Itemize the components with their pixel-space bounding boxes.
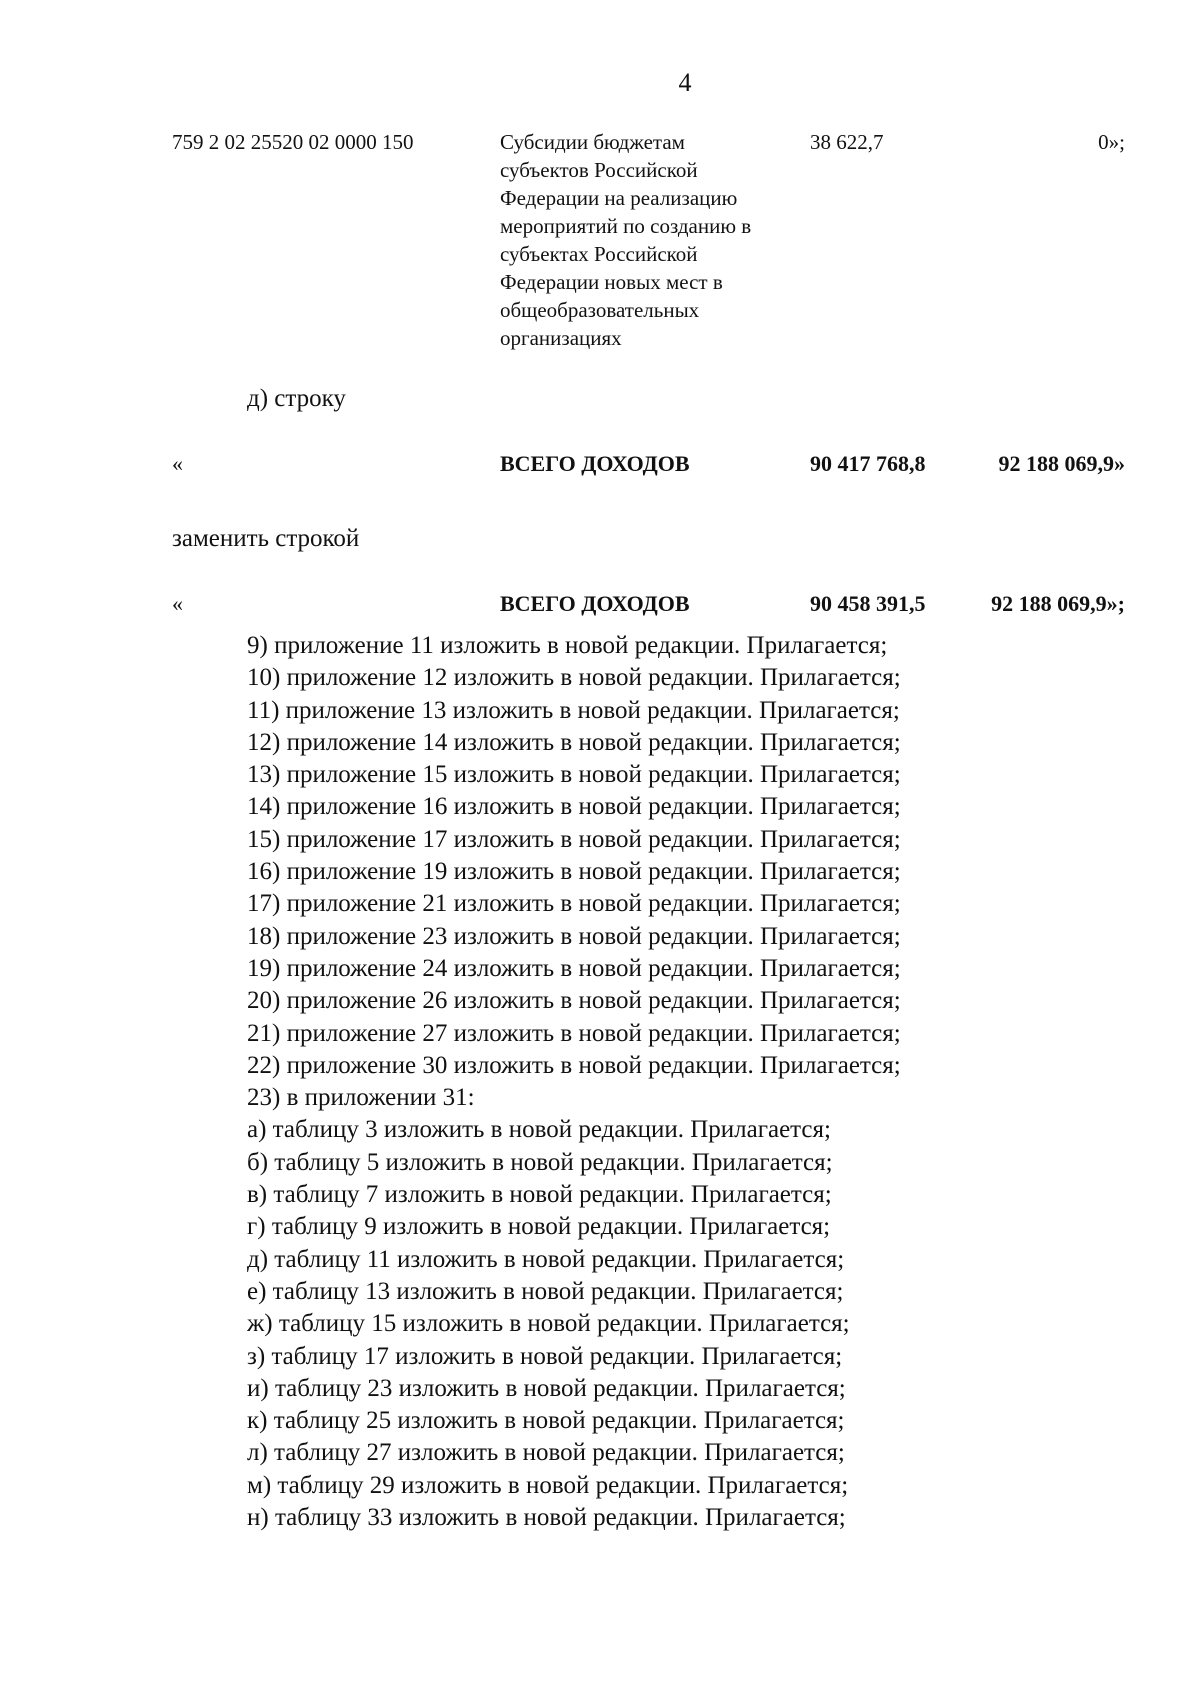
amendment-item: в) таблицу 7 изложить в новой редакции. Прилагается; bbox=[247, 1181, 832, 1209]
amendment-item: к) таблицу 25 изложить в новой редакции. Прилагается; bbox=[247, 1407, 845, 1435]
amendment-item: 9) приложение 11 изложить в новой редакции. Прилагается; bbox=[247, 632, 888, 659]
total-title: ВСЕГО ДОХОДОВ bbox=[500, 451, 690, 476]
amendment-item: м) таблицу 29 изложить в новой редакции. Прилагается; bbox=[247, 1471, 849, 1499]
amendment-item: н) таблицу 33 изложить в новой редакции. Прилагается; bbox=[247, 1504, 846, 1532]
total-value-second-year: 92 188 069,9»; bbox=[991, 591, 1125, 616]
amendment-item: 14) приложение 16 изложить в новой редакции. Прилагается; bbox=[247, 793, 901, 821]
amendment-item: 12) приложение 14 изложить в новой редакции. Прилагается; bbox=[247, 728, 901, 756]
amendment-item: 17) приложение 21 изложить в новой редакции. Прилагается; bbox=[247, 890, 901, 918]
amendment-item: 19) приложение 24 изложить в новой редакции. Прилагается; bbox=[247, 954, 901, 982]
open-quote: « bbox=[172, 591, 183, 616]
amendment-item: 16) приложение 19 изложить в новой редакции. Прилагается; bbox=[247, 858, 901, 886]
new-total-row bbox=[0, 590, 1200, 618]
amendment-item: 11) приложение 13 изложить в новой редакции. Прилагается; bbox=[247, 696, 900, 724]
amendment-item: 22) приложение 30 изложить в новой редакции. Прилагается; bbox=[247, 1051, 901, 1079]
description-line: мероприятий по созданию в bbox=[500, 214, 752, 238]
description-line: общеобразовательных bbox=[500, 298, 700, 322]
total-title: ВСЕГО ДОХОДОВ bbox=[500, 591, 690, 616]
amendment-item: и) таблицу 23 изложить в новой редакции. Прилагается; bbox=[247, 1374, 846, 1402]
amendment-item: ж) таблицу 15 изложить в новой редакции. Прилагается; bbox=[247, 1310, 850, 1338]
amendment-item: а) таблицу 3 изложить в новой редакции. Прилагается; bbox=[247, 1116, 831, 1144]
amendment-item: 10) приложение 12 изложить в новой редакции. Прилагается; bbox=[247, 664, 901, 692]
open-quote: « bbox=[172, 451, 183, 476]
description-line: субъектах Российской bbox=[500, 242, 698, 266]
amendment-item: д) таблицу 11 изложить в новой редакции. Прилагается; bbox=[247, 1245, 845, 1273]
description-line: Федерации на реализацию bbox=[500, 186, 738, 210]
amendment-item: 15) приложение 17 изложить в новой редакции. Прилагается; bbox=[247, 825, 901, 853]
amendment-item: е) таблицу 13 изложить в новой редакции. Прилагается; bbox=[247, 1277, 844, 1305]
subsidy-amount-first-year: 38 622,7 bbox=[810, 130, 884, 154]
amendment-item: 23) в приложении 31: bbox=[247, 1084, 475, 1112]
description-line: Федерации новых мест в bbox=[500, 270, 723, 294]
amendment-item: 20) приложение 26 изложить в новой редакции. Прилагается; bbox=[247, 987, 901, 1015]
amendment-item: б) таблицу 5 изложить в новой редакции. Прилагается; bbox=[247, 1148, 833, 1176]
item-d-label: д) строку bbox=[247, 385, 346, 412]
description-line: организациях bbox=[500, 326, 622, 350]
replace-with-label: заменить строкой bbox=[172, 525, 360, 552]
description-line: субъектов Российской bbox=[500, 158, 698, 182]
budget-classification-code: 759 2 02 25520 02 0000 150 bbox=[172, 130, 414, 154]
old-total-row bbox=[0, 450, 1200, 478]
amendment-item: 18) приложение 23 изложить в новой редакции. Прилагается; bbox=[247, 922, 901, 950]
amendment-item: г) таблицу 9 изложить в новой редакции. Прилагается; bbox=[247, 1213, 831, 1241]
total-value-first-year: 90 458 391,5 bbox=[810, 591, 926, 616]
amendment-item: 13) приложение 15 изложить в новой редакции. Прилагается; bbox=[247, 761, 901, 789]
description-line: Субсидии бюджетам bbox=[500, 130, 685, 154]
amendment-item: з) таблицу 17 изложить в новой редакции. Прилагается; bbox=[247, 1342, 843, 1370]
amendment-item: л) таблицу 27 изложить в новой редакции. Прилагается; bbox=[247, 1439, 845, 1467]
subsidy-description bbox=[500, 128, 800, 352]
total-value-second-year: 92 188 069,9» bbox=[998, 451, 1125, 476]
amendment-item: 21) приложение 27 изложить в новой редакции. Прилагается; bbox=[247, 1019, 901, 1047]
subsidy-amount-second-year: 0»; bbox=[1098, 130, 1125, 154]
page-number: 4 bbox=[678, 68, 692, 97]
total-value-first-year: 90 417 768,8 bbox=[810, 451, 926, 476]
amendments-list bbox=[247, 630, 901, 1534]
